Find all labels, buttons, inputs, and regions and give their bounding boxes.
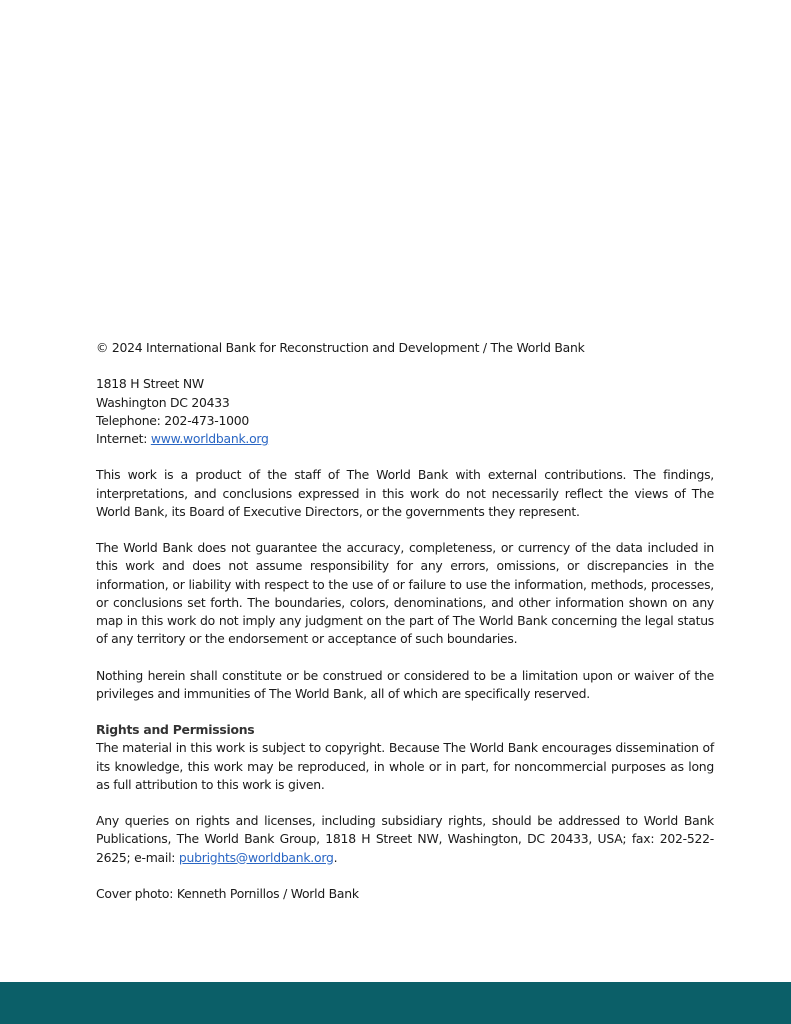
queries-paragraph bbox=[96, 812, 714, 867]
address-city: Washington DC 20433 bbox=[96, 394, 230, 410]
address-telephone: Telephone: 202-473-1000 bbox=[96, 412, 250, 428]
email-link[interactable]: pubrights@worldbank.org bbox=[178, 849, 334, 865]
rights-heading: Rights and Permissions bbox=[96, 722, 255, 738]
copyright-notice bbox=[96, 339, 714, 357]
rights-section bbox=[96, 721, 714, 794]
website-link[interactable]: www.worldbank.org bbox=[150, 431, 269, 446]
copyright-text: © 2024 International Bank for Reconstruction and Development / The World Bank bbox=[96, 340, 585, 355]
footer-band bbox=[0, 982, 791, 1024]
address-internet bbox=[96, 430, 714, 448]
disclaimer-paragraph: The World Bank does not guarantee the accuracy, completeness, or currency of the data included in this work and does not assume responsibility for any errors, omissions, or discrepancies in the information, or liability with respect to the use of or failure to use the information, methods, processes, or conclusions set forth. The boundaries, colors, denominations, and other information shown on any map in this work do not imply any judgment on the part of The World Bank concerning the legal status of any territory or the endorsement or acceptance of such boundaries. bbox=[96, 540, 714, 647]
address-street: 1818 H Street NW bbox=[96, 376, 204, 392]
staff-product-paragraph: This work is a product of the staff of The World Bank with external contributions. The findings, interpretations, and conclusions expressed in this work do not necessarily reflect the views of The World Bank, its Board of Executive Directors, or the governments they represent. bbox=[96, 467, 714, 519]
rights-paragraph: The material in this work is subject to copyright. Because The World Bank encourages dissemination of its knowledge, this work may be reproduced, in whole or in part, for noncommercial purposes as long as full attribution to this work is given. bbox=[96, 740, 714, 792]
copyright-page bbox=[96, 339, 714, 921]
queries-text: Any queries on rights and licenses, including subsidiary rights, should be addressed to World Bank Publications, The World Bank Group, 1818 H Street NW, Washington, DC 20433, USA; fax: 202-522-2625; e-mail: bbox=[96, 813, 714, 865]
address-block bbox=[96, 375, 714, 448]
privileges-paragraph: Nothing herein shall constitute or be construed or considered to be a limitation upon or waiver of the privileges and immunities of The World Bank, all of which are specifically reserved. bbox=[96, 667, 714, 701]
cover-photo-credit: Cover photo: Kenneth Pornillos / World Bank bbox=[96, 885, 359, 901]
internet-label: Internet: bbox=[96, 431, 151, 446]
queries-end: . bbox=[333, 849, 338, 865]
